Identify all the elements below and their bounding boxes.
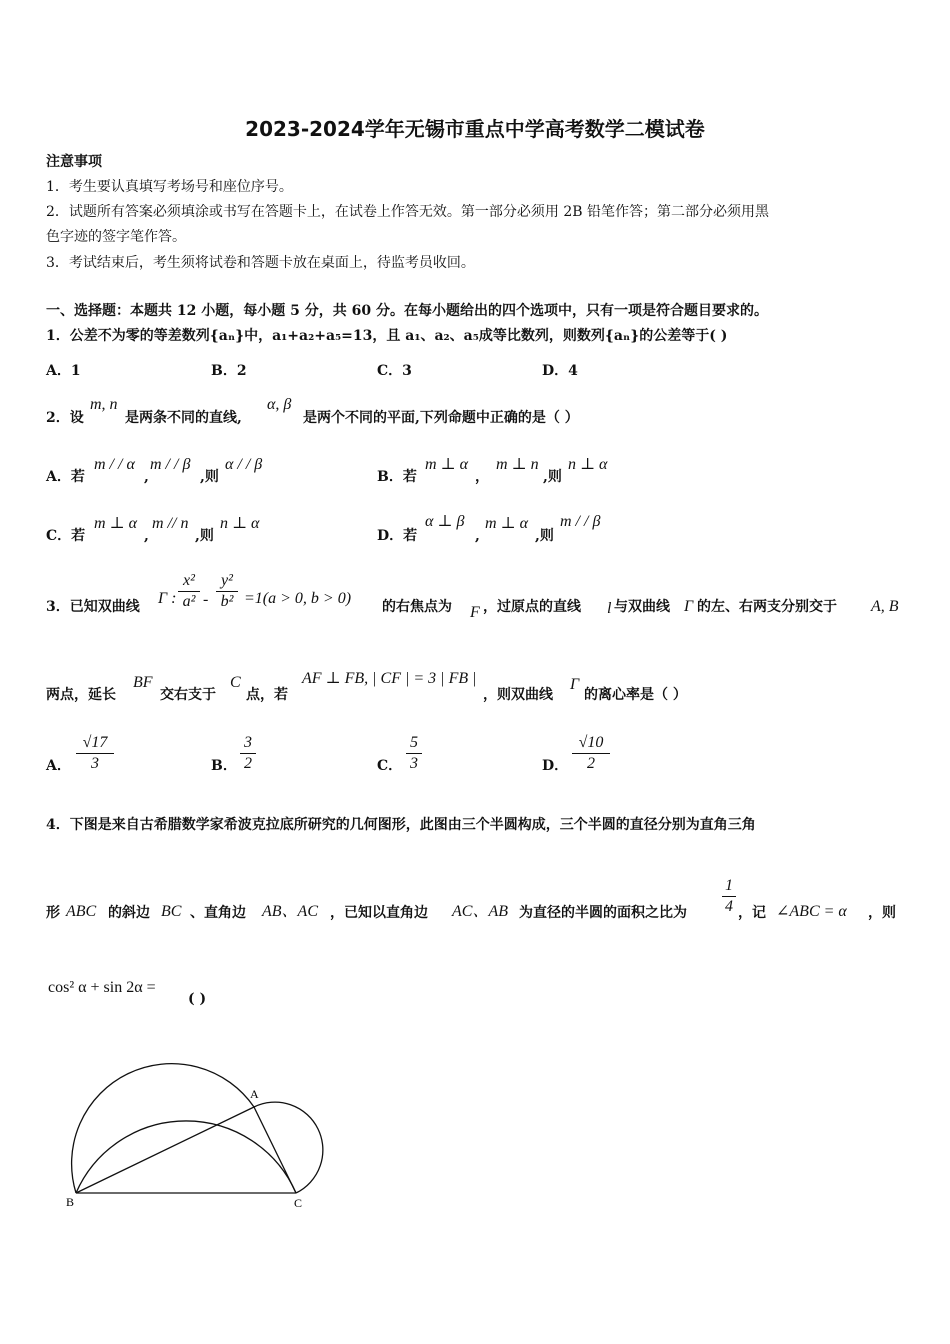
notice-item-2: 2．试题所有答案必须填涂或书写在答题卡上，在试卷上作答无效。第一部分必须用 2B 铅笔作答；第二部分必须用黑 bbox=[46, 204, 769, 220]
q1-option-a: A．1 bbox=[46, 363, 81, 379]
q2-c-c1: , bbox=[144, 528, 149, 544]
q4-text-3: 、直角边 bbox=[190, 905, 246, 921]
q3-option-c-den: 3 bbox=[410, 755, 418, 772]
q2-d-e3: m / / β bbox=[560, 513, 601, 530]
q2-c-e3: n ⊥ α bbox=[220, 515, 260, 532]
q2-math-mn: m, n bbox=[90, 396, 118, 413]
q3-text-3: ，过原点的直线 bbox=[483, 599, 581, 615]
q2-b-e1: m ⊥ α bbox=[425, 456, 468, 473]
q2-a-e3: α / / β bbox=[225, 456, 263, 473]
q3-frac-y-den: b² bbox=[220, 593, 234, 610]
q3-option-a-den: 3 bbox=[91, 755, 99, 772]
q3-option-d-den: 2 bbox=[587, 755, 595, 772]
q3-option-d-num: √10 bbox=[578, 734, 604, 751]
q3-point-c: C bbox=[230, 674, 241, 691]
q3-focus-f: F bbox=[470, 604, 480, 621]
q3-option-c-num: 5 bbox=[410, 734, 418, 751]
q4-ab-ac: AB、AC bbox=[262, 903, 318, 920]
q1-stem: 1．公差不为零的等差数列{aₙ}中，a₁+a₂+a₅=13，且 a₁、a₂、a₅成等比数列，则数列{aₙ}的公差等于( ) bbox=[46, 328, 728, 344]
q4-expression: cos² α + sin 2α = bbox=[48, 979, 156, 996]
q1-option-b: B．2 bbox=[211, 363, 247, 379]
q1-option-d: D．4 bbox=[542, 363, 578, 379]
q2-text-3: 是两个不同的平面,下列命题中正确的是（ ） bbox=[303, 410, 579, 426]
q3-option-a-frac bbox=[76, 734, 114, 773]
q3-minus: - bbox=[203, 591, 209, 608]
q4-figure bbox=[58, 1058, 338, 1218]
section-heading: 一、选择题：本题共 12 小题，每小题 5 分，共 60 分。在每小题给出的四个选项中，只有一项是符合题目要求的。 bbox=[46, 303, 768, 319]
q3-text-6: 两点，延长 bbox=[46, 687, 116, 703]
q3-gamma-3: Γ bbox=[570, 676, 580, 693]
q3-frac-y bbox=[216, 572, 238, 611]
q4-text-5: 为直径的半圆的面积之比为 bbox=[519, 905, 687, 921]
q4-line-1: 4．下图是来自古希腊数学家希波克拉底所研究的几何图形，此图由三个半圆构成，三个半圆的直径分别为直角三角 bbox=[46, 817, 756, 833]
q2-a-e1: m / / α bbox=[94, 456, 135, 473]
exam-title: 2023-2024学年无锡市重点中学高考数学二模试卷 bbox=[245, 117, 705, 141]
q2-b-c2: ,则 bbox=[543, 469, 562, 485]
q2-text-1: 2．设 bbox=[46, 410, 84, 426]
q3-text-9: ，则双曲线 bbox=[483, 687, 553, 703]
q3-frac-y-num: y² bbox=[221, 572, 233, 589]
q4-abc: ABC bbox=[66, 903, 97, 920]
notice-heading: 注意事项 bbox=[46, 154, 102, 170]
q2-d-label: D．若 bbox=[377, 528, 418, 544]
q4-figure-side-ac bbox=[254, 1107, 296, 1193]
q3-option-c-label: C． bbox=[377, 758, 403, 774]
q2-d-e1: α ⊥ β bbox=[425, 513, 465, 530]
q4-figure-label-c: C bbox=[294, 1196, 303, 1210]
q3-frac-x bbox=[178, 572, 200, 611]
q2-d-c1: , bbox=[475, 528, 480, 544]
q1-option-c: C．3 bbox=[377, 363, 412, 379]
q4-figure-side-ab bbox=[76, 1107, 254, 1193]
q4-text-7: ，则 bbox=[868, 905, 896, 921]
q3-option-b-label: B． bbox=[211, 758, 237, 774]
q3-frac-x-num: x² bbox=[183, 572, 195, 589]
q3-gamma-2: Γ bbox=[684, 598, 694, 615]
q3-text-10: 的离心率是（ ） bbox=[584, 687, 687, 703]
q4-text-1: 形 bbox=[46, 905, 60, 921]
q4-ratio-den: 4 bbox=[725, 898, 733, 915]
q4-ratio-frac bbox=[722, 877, 736, 916]
q2-a-label: A．若 bbox=[46, 469, 85, 485]
notice-item-2-cont: 色字迹的签字笔作答。 bbox=[46, 229, 186, 245]
q2-b-e3: n ⊥ α bbox=[568, 456, 608, 473]
q3-option-b-frac bbox=[240, 734, 256, 773]
q2-a-c2: ,则 bbox=[200, 469, 219, 485]
q3-text-8: 点，若 bbox=[246, 687, 288, 703]
q2-b-c1: ， bbox=[475, 469, 489, 485]
q3-text-7: 交右支于 bbox=[160, 687, 216, 703]
q3-text-4: 与双曲线 bbox=[614, 599, 670, 615]
q3-option-c-frac bbox=[406, 734, 422, 773]
q4-text-6: ，记 bbox=[738, 905, 766, 921]
q3-line-l: l bbox=[607, 600, 612, 617]
q2-math-ab: α, β bbox=[267, 396, 292, 413]
q2-d-e2: m ⊥ α bbox=[485, 515, 528, 532]
q3-condition-2: AF ⊥ FB, | CF | = 3 | FB | bbox=[302, 670, 477, 687]
q2-c-e1: m ⊥ α bbox=[94, 515, 137, 532]
q2-b-e2: m ⊥ n bbox=[496, 456, 539, 473]
q2-c-label: C．若 bbox=[46, 528, 86, 544]
q4-text-4: ，已知以直角边 bbox=[330, 905, 428, 921]
q2-d-c2: ,则 bbox=[535, 528, 554, 544]
q4-ratio-num: 1 bbox=[725, 877, 733, 894]
q3-text-1: 3．已知双曲线 bbox=[46, 599, 140, 615]
q3-option-a-num: √17 bbox=[82, 734, 108, 751]
q4-text-2: 的斜边 bbox=[108, 905, 150, 921]
q4-figure-label-a: A bbox=[250, 1087, 259, 1101]
q3-text-5: 的左、右两支分别交于 bbox=[697, 599, 837, 615]
notice-item-1: 1．考生要认真填写考场号和座位序号。 bbox=[46, 179, 293, 195]
q3-text-2: 的右焦点为 bbox=[382, 599, 452, 615]
q4-bc: BC bbox=[161, 903, 182, 920]
q3-points-ab: A, B bbox=[871, 598, 899, 615]
q2-a-c1: , bbox=[144, 469, 149, 485]
q4-figure-semicircle-bc bbox=[76, 1121, 296, 1193]
q2-a-e2: m / / β bbox=[150, 456, 191, 473]
q3-option-d-frac bbox=[572, 734, 610, 773]
q4-angle: ∠ABC = α bbox=[776, 903, 847, 920]
q3-frac-x-den: a² bbox=[182, 593, 196, 610]
q2-b-label: B．若 bbox=[377, 469, 417, 485]
q4-paren: ( ) bbox=[188, 991, 207, 1007]
q3-bf: BF bbox=[133, 674, 153, 691]
q3-option-a-label: A． bbox=[46, 758, 71, 774]
q4-ac-ab: AC、AB bbox=[452, 903, 508, 920]
q2-c-e2: m // n bbox=[152, 515, 189, 532]
q3-option-b-num: 3 bbox=[244, 734, 252, 751]
q2-text-2: 是两条不同的直线, bbox=[125, 410, 242, 426]
notice-item-3: 3．考试结束后，考生须将试卷和答题卡放在桌面上，待监考员收回。 bbox=[46, 255, 475, 271]
q4-figure-label-b: B bbox=[66, 1195, 75, 1209]
q3-option-d-label: D． bbox=[542, 758, 569, 774]
q2-c-c2: ,则 bbox=[195, 528, 214, 544]
q3-condition: =1(a > 0, b > 0) bbox=[244, 590, 352, 607]
q3-option-b-den: 2 bbox=[244, 755, 252, 772]
q3-gamma: Γ : bbox=[158, 590, 177, 607]
